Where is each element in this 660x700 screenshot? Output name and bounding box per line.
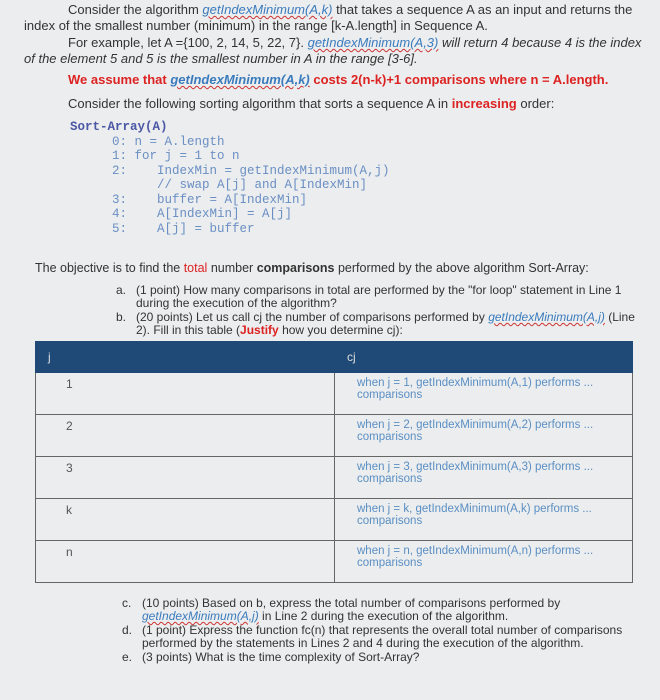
text: the number of comparisons performed by bbox=[262, 310, 489, 324]
table-row bbox=[36, 541, 633, 583]
text: comparisons bbox=[256, 261, 335, 275]
assumption bbox=[68, 72, 642, 88]
code-title: Sort-Array(A) bbox=[70, 120, 168, 134]
question-label: e. bbox=[122, 650, 133, 664]
question-text bbox=[142, 624, 642, 650]
text: performed by the statements in Lines 2 and 4 during the execution of the algorithm. bbox=[142, 636, 584, 650]
text: that takes a sequence A as an input and returns the index bbox=[24, 2, 633, 33]
table-row bbox=[36, 499, 633, 541]
code-line: 1: for j = 1 to n bbox=[112, 149, 240, 163]
function-link: getIndexMinimum(A,k) bbox=[170, 72, 310, 87]
text: We assume that bbox=[68, 72, 171, 87]
intro-paragraph-1 bbox=[24, 2, 642, 34]
text: comparisons bbox=[357, 431, 423, 443]
question-d bbox=[122, 624, 642, 650]
function-link: getIndexMinimum(A,k) bbox=[202, 2, 333, 17]
header-cj: cj bbox=[335, 342, 633, 373]
text: number bbox=[207, 261, 257, 275]
text: (1 point) Express the function fc(n) that represents the overall total number of comparisons bbox=[142, 623, 623, 637]
text: comparisons bbox=[357, 557, 423, 569]
question-a bbox=[116, 284, 642, 310]
header-j: j bbox=[36, 342, 335, 373]
cell-j: 1 bbox=[36, 373, 335, 415]
cell-j: n bbox=[36, 541, 335, 583]
question-b bbox=[116, 311, 642, 337]
text: comparisons bbox=[357, 515, 423, 527]
text: costs 2(n-k)+1 comparisons where n = A.length. bbox=[309, 72, 609, 87]
text: in Line 2 during the execution of the algorithm. bbox=[258, 609, 509, 623]
question-text bbox=[136, 284, 642, 310]
question-text bbox=[136, 311, 642, 337]
cell-cj bbox=[335, 541, 633, 583]
cell-j: 3 bbox=[36, 457, 335, 499]
text: of the smallest number (minimum) in the range [k-A.length] in Sequence A. bbox=[58, 18, 488, 33]
text: order: bbox=[516, 96, 555, 111]
function-link: getIndexMinimum(A,3) bbox=[307, 35, 439, 50]
text: (1 point) How many comparisons in total are performed by the "for loop" statement in Line 1 bbox=[136, 283, 622, 297]
question-label: a. bbox=[116, 283, 127, 297]
code-line: 4: A[IndexMin] = A[j] bbox=[112, 207, 293, 221]
text: The objective is to find the bbox=[35, 261, 184, 275]
table-row bbox=[36, 373, 633, 415]
text: comparisons bbox=[357, 473, 423, 485]
text: element 5 and 5 is the smallest number in A in the range [3-6]. bbox=[60, 51, 418, 66]
text: (10 points) Based on b, express the total number of comparisons performed by bbox=[142, 596, 561, 610]
text: performed by the above algorithm Sort-Array: bbox=[334, 261, 589, 275]
code-line: 5: A[j] = buffer bbox=[112, 221, 255, 236]
code-line: 2: IndexMin = getIndexMinimum(A,j) bbox=[112, 163, 390, 178]
text: Consider the algorithm bbox=[68, 2, 203, 17]
intro-paragraph-2 bbox=[24, 35, 642, 67]
questions-ab bbox=[116, 284, 642, 337]
cell-cj bbox=[335, 457, 633, 499]
question-label: b. bbox=[116, 310, 127, 324]
cell-j: 2 bbox=[36, 415, 335, 457]
question-label: d. bbox=[122, 623, 133, 637]
table-row bbox=[36, 457, 633, 499]
code-block bbox=[70, 120, 642, 236]
text: how you determine cj): bbox=[278, 323, 403, 337]
text: increasing bbox=[451, 96, 517, 111]
text: when j = 2, getIndexMinimum(A,2) performs ... bbox=[357, 419, 594, 431]
text: 2). Fill in this table ( bbox=[136, 323, 241, 337]
text: when j = 3, getIndexMinimum(A,3) performs ... bbox=[357, 461, 594, 473]
text: cj bbox=[253, 310, 263, 324]
question-text bbox=[142, 597, 642, 623]
text: (Line bbox=[604, 310, 635, 324]
function-link: getIndexMinimum(A,j) bbox=[142, 609, 259, 623]
text: will return 4 because 4 is the index of the bbox=[24, 35, 642, 66]
questions-cde bbox=[122, 597, 642, 664]
text: Justify bbox=[240, 323, 279, 337]
code-line: 0: n = A.length bbox=[112, 134, 225, 149]
cell-j: k bbox=[36, 499, 335, 541]
text: during the execution of the algorithm? bbox=[136, 296, 337, 310]
text: (20 points) Let us call bbox=[136, 310, 254, 324]
code-line: // swap A[j] and A[IndexMin] bbox=[112, 178, 368, 192]
code-line: 3: buffer = A[IndexMin] bbox=[112, 192, 308, 207]
consider-text bbox=[68, 96, 642, 112]
text: when j = k, getIndexMinimum(A,k) performs ... bbox=[357, 503, 592, 515]
text: comparisons bbox=[357, 389, 423, 401]
cj-table bbox=[35, 341, 633, 583]
text: Consider the following sorting algorithm that sorts a sequence A in bbox=[68, 96, 452, 111]
text: when j = n, getIndexMinimum(A,n) performs ... bbox=[357, 545, 594, 557]
text: For example, let A ={100, 2, 14, 5, 22, 7}. bbox=[68, 35, 308, 50]
function-link: getIndexMinimum(A,j) bbox=[488, 310, 605, 324]
text: when j = 1, getIndexMinimum(A,1) performs ... bbox=[357, 377, 594, 389]
objective bbox=[35, 260, 642, 276]
text: total bbox=[183, 261, 208, 275]
question-text: (3 points) What is the time complexity of Sort-Array? bbox=[142, 650, 420, 664]
cell-cj bbox=[335, 373, 633, 415]
question-label: c. bbox=[122, 596, 132, 610]
cell-cj bbox=[335, 499, 633, 541]
question-c bbox=[122, 597, 642, 623]
table-row bbox=[36, 415, 633, 457]
question-e bbox=[122, 651, 642, 664]
cell-cj bbox=[335, 415, 633, 457]
